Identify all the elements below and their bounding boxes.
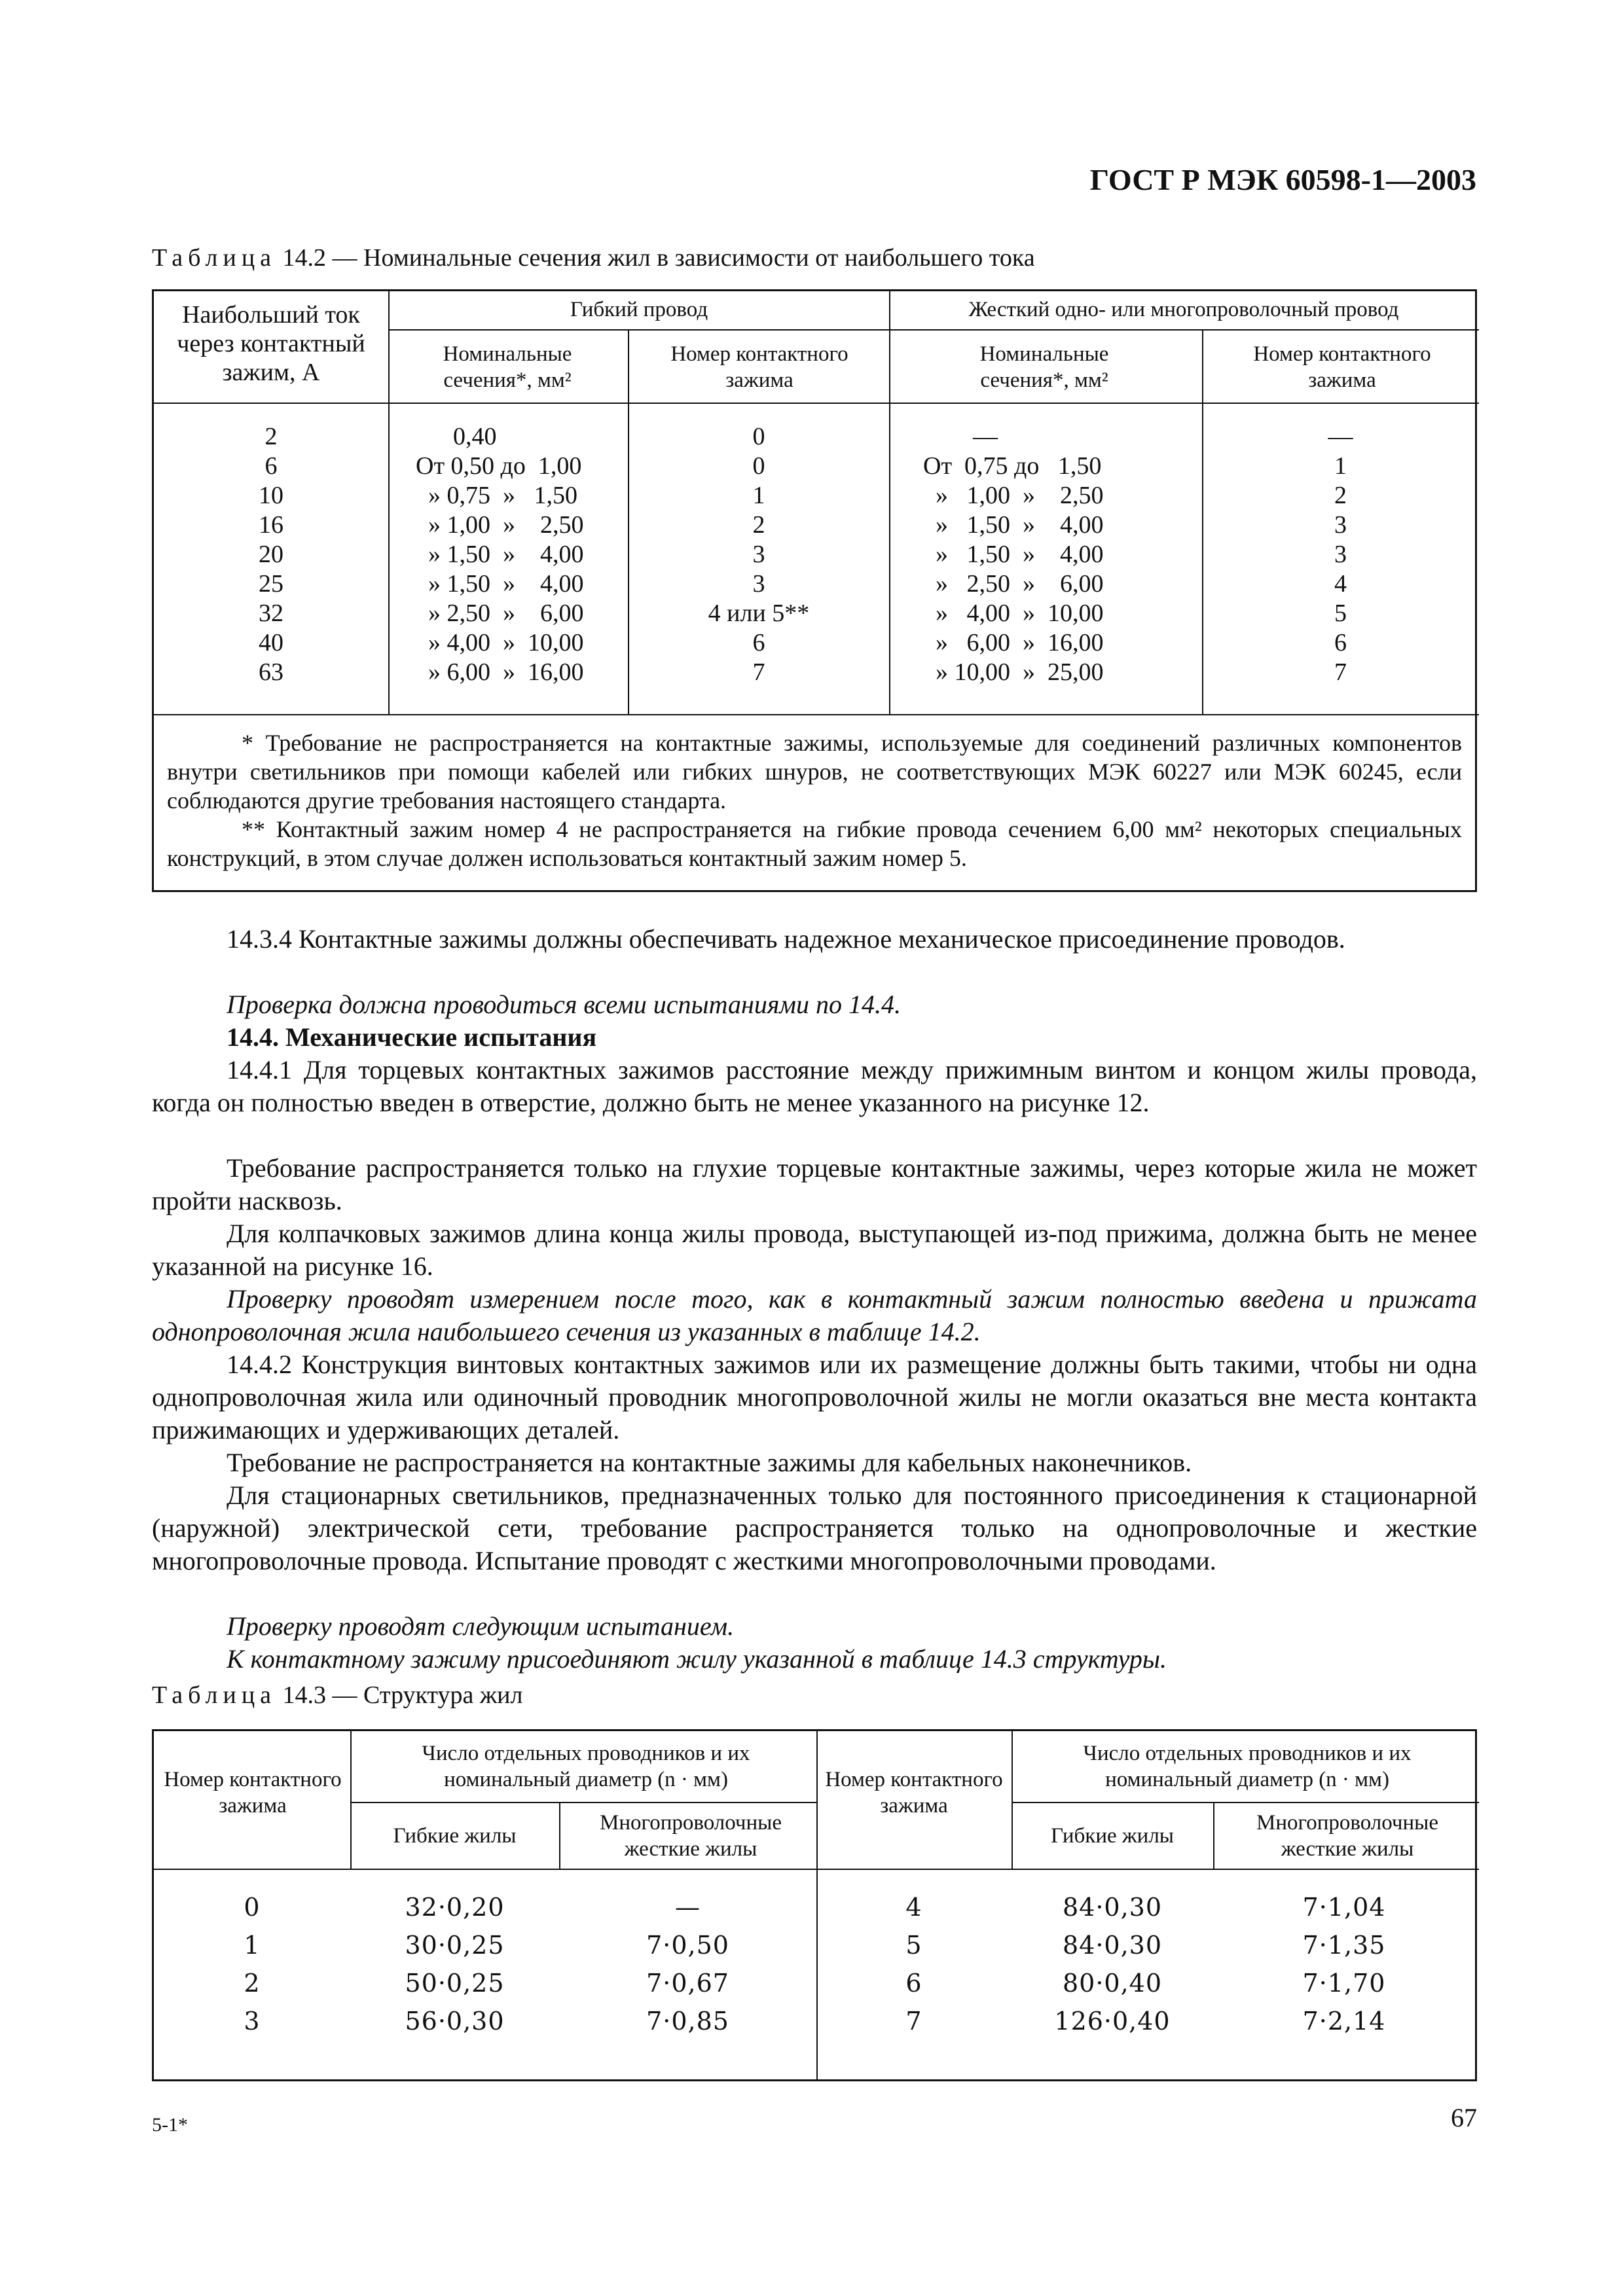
paragraph-dead-end: Требование распространяется только на глухие торцевые контактные зажимы, через которые жила не может пройти насквозь.	[152, 1153, 1477, 1215]
column-max-current: 2 6 10 16 20 25 32 40 63	[259, 423, 283, 686]
paragraph-14-4-2: 14.4.2 Конструкция винтовых контактных зажимов или их размещение должны быть такими, чтобы ни одна однопроволочная жила или одиночный проводник многопроволочной жилы не могли оказаться вне места контакта прижимающих и удерживающих деталей.	[152, 1350, 1477, 1444]
paragraph-14-3-4: 14.3.4 Контактные зажимы должны обеспечивать надежное механическое присоединение проводов.	[227, 924, 1345, 954]
header-flexible-wire: Гибкий провод	[570, 298, 708, 321]
header-wires-left: Число отдельных проводников и их номинальный диаметр (n · мм)	[422, 1742, 750, 1791]
header-flex-sections: Номинальные сечения*, мм²	[443, 342, 572, 392]
table-divider	[154, 714, 1479, 715]
column-terminal-left: 0 1 2 3	[244, 1893, 261, 2036]
table-14-3-caption	[152, 1681, 522, 1710]
table-divider	[154, 403, 1479, 404]
paragraph-check-test: Проверку проводят следующим испытанием.	[227, 1611, 735, 1641]
table-note-2: ** Контактный зажим номер 4 не распространяется на гибкие провода сечением 6,00 мм² некоторых специальных конструкций, в этом случае должен использоваться контактный зажим номер 5.	[167, 816, 1462, 871]
caption-text: 14.3 — Структура жил	[276, 1681, 523, 1709]
header-wires-right: Число отдельных проводников и их номинальный диаметр (n · мм)	[1083, 1742, 1412, 1791]
section-heading-14-4: 14.4. Механические испытания	[227, 1022, 597, 1052]
paragraph-stationary-luminaires: Для стационарных светильников, предназначенных только для постоянного присоединения к стационарной (наружной) электрической сети, требование распространяется только на однопроволочные и жесткие многопроволочные провода. Испытание проводят с жесткими многопроволочными проводами.	[152, 1480, 1477, 1575]
caption-text: 14.2 — Номинальные сечения жил в зависимости от наибольшего тока	[276, 244, 1035, 272]
table-note-1: * Требование не распространяется на контактные зажимы, используемые для соединений различных компонентов внутри светильников при помощи кабелей или гибких шнуров, не соответствующих МЭК 60227 или МЭК 60245, если соблюдаются другие требования настоящего стандарта.	[167, 730, 1462, 814]
header-rigid-terminal: Номер контактного зажима	[1253, 342, 1431, 392]
header-flexible-right: Гибкие жилы	[1051, 1824, 1174, 1848]
table-divider	[388, 291, 390, 714]
column-flexible-right: 84·0,30 84·0,30 80·0,40 126·0,40	[1054, 1893, 1171, 2036]
header-flexible-left: Гибкие жилы	[393, 1824, 517, 1848]
caption-prefix: Таблица	[152, 244, 277, 272]
header-max-current: Наибольший ток через контактный зажим, А	[177, 301, 365, 386]
page-number: 67	[1451, 2103, 1477, 2132]
paragraph-14-4-1: 14.4.1 Для торцевых контактных зажимов расстояние между прижимным винтом и концом жилы провода, когда он полностью введен в отверстие, должно быть не менее указанного на рисунке 12.	[152, 1055, 1477, 1117]
header-flex-terminal: Номер контактного зажима	[670, 342, 848, 392]
column-rigid-sections: — От 0,75 до 1,50 » 1,00 » 2,50 » 1,50 » 4,00 » 1,50 » 4,00 » 2,50 » 6,00 » 4,00 » 10,00 » 6,00 » 16,00 » 10,00 » 25,00	[923, 423, 1104, 686]
table-divider	[154, 1869, 1479, 1870]
document-standard-number: ГОСТ Р МЭК 60598-1—2003	[1089, 163, 1476, 196]
table-divider	[559, 1802, 560, 1869]
header-rigid-left: Многопроволочные жесткие жилы	[600, 1811, 782, 1861]
table-14-2-caption	[152, 243, 1035, 272]
table-14-2	[152, 289, 1477, 892]
column-flex-terminal: 0 0 1 2 3 3 4 или 5** 6 7	[708, 423, 810, 686]
paragraph-connect-wire: К контактному зажиму присоединяют жилу указанной в таблице 14.3 структуры.	[227, 1644, 1167, 1674]
footer-sheet-mark: 5-1*	[152, 2114, 188, 2136]
header-rigid-sections: Номинальные сечения*, мм²	[979, 342, 1109, 392]
table-14-3	[152, 1729, 1477, 2081]
caption-prefix: Таблица	[152, 1681, 277, 1709]
paragraph-check-14-4: Проверка должна проводиться всеми испытаниями по 14.4.	[227, 990, 901, 1019]
header-terminal-no-right: Номер контактного зажима	[825, 1768, 1003, 1818]
header-terminal-no-left: Номер контактного зажима	[164, 1768, 342, 1818]
table-divider	[1213, 1802, 1214, 1869]
column-flexible-left: 32·0,20 30·0,25 50·0,25 56·0,30	[405, 1893, 505, 2036]
table-divider	[1012, 1802, 1479, 1803]
paragraph-check-measurement: Проверку проводят измерением после того, как в контактный зажим полностью введена и прижата однопроволочная жила наибольшего сечения из указанных в таблице 14.2.	[152, 1284, 1477, 1346]
column-flex-sections: 0,40 От 0,50 до 1,00 » 0,75 » 1,50 » 1,00 » 2,50 » 1,50 » 4,00 » 1,50 » 4,00 » 2,50 » 6,00 » 4,00 » 10,00 » 6,00 » 16,00	[416, 423, 584, 686]
header-rigid-right: Многопроволочные жесткие жилы	[1256, 1811, 1438, 1861]
table-divider	[350, 1802, 816, 1803]
column-rigid-right: 7·1,04 7·1,35 7·1,70 7·2,14	[1302, 1893, 1386, 2036]
column-rigid-terminal: — 1 2 3 3 4 5 6 7	[1328, 423, 1353, 686]
table-notes	[167, 728, 1462, 872]
column-rigid-left: — 7·0,50 7·0,67 7·0,85	[646, 1893, 729, 2036]
paragraph-cap-terminals: Для колпачковых зажимов длина конца жилы провода, выступающей из-под прижима, должна быть не менее указанной на рисунке 16.	[152, 1219, 1477, 1281]
paragraph-cable-lugs: Требование не распространяется на контактные зажимы для кабельных наконечников.	[227, 1448, 1192, 1477]
header-rigid-wire: Жесткий одно- или многопроволочный провод	[968, 298, 1399, 321]
column-terminal-right: 4 5 6 7	[905, 1893, 922, 2036]
table-divider	[388, 329, 1479, 331]
